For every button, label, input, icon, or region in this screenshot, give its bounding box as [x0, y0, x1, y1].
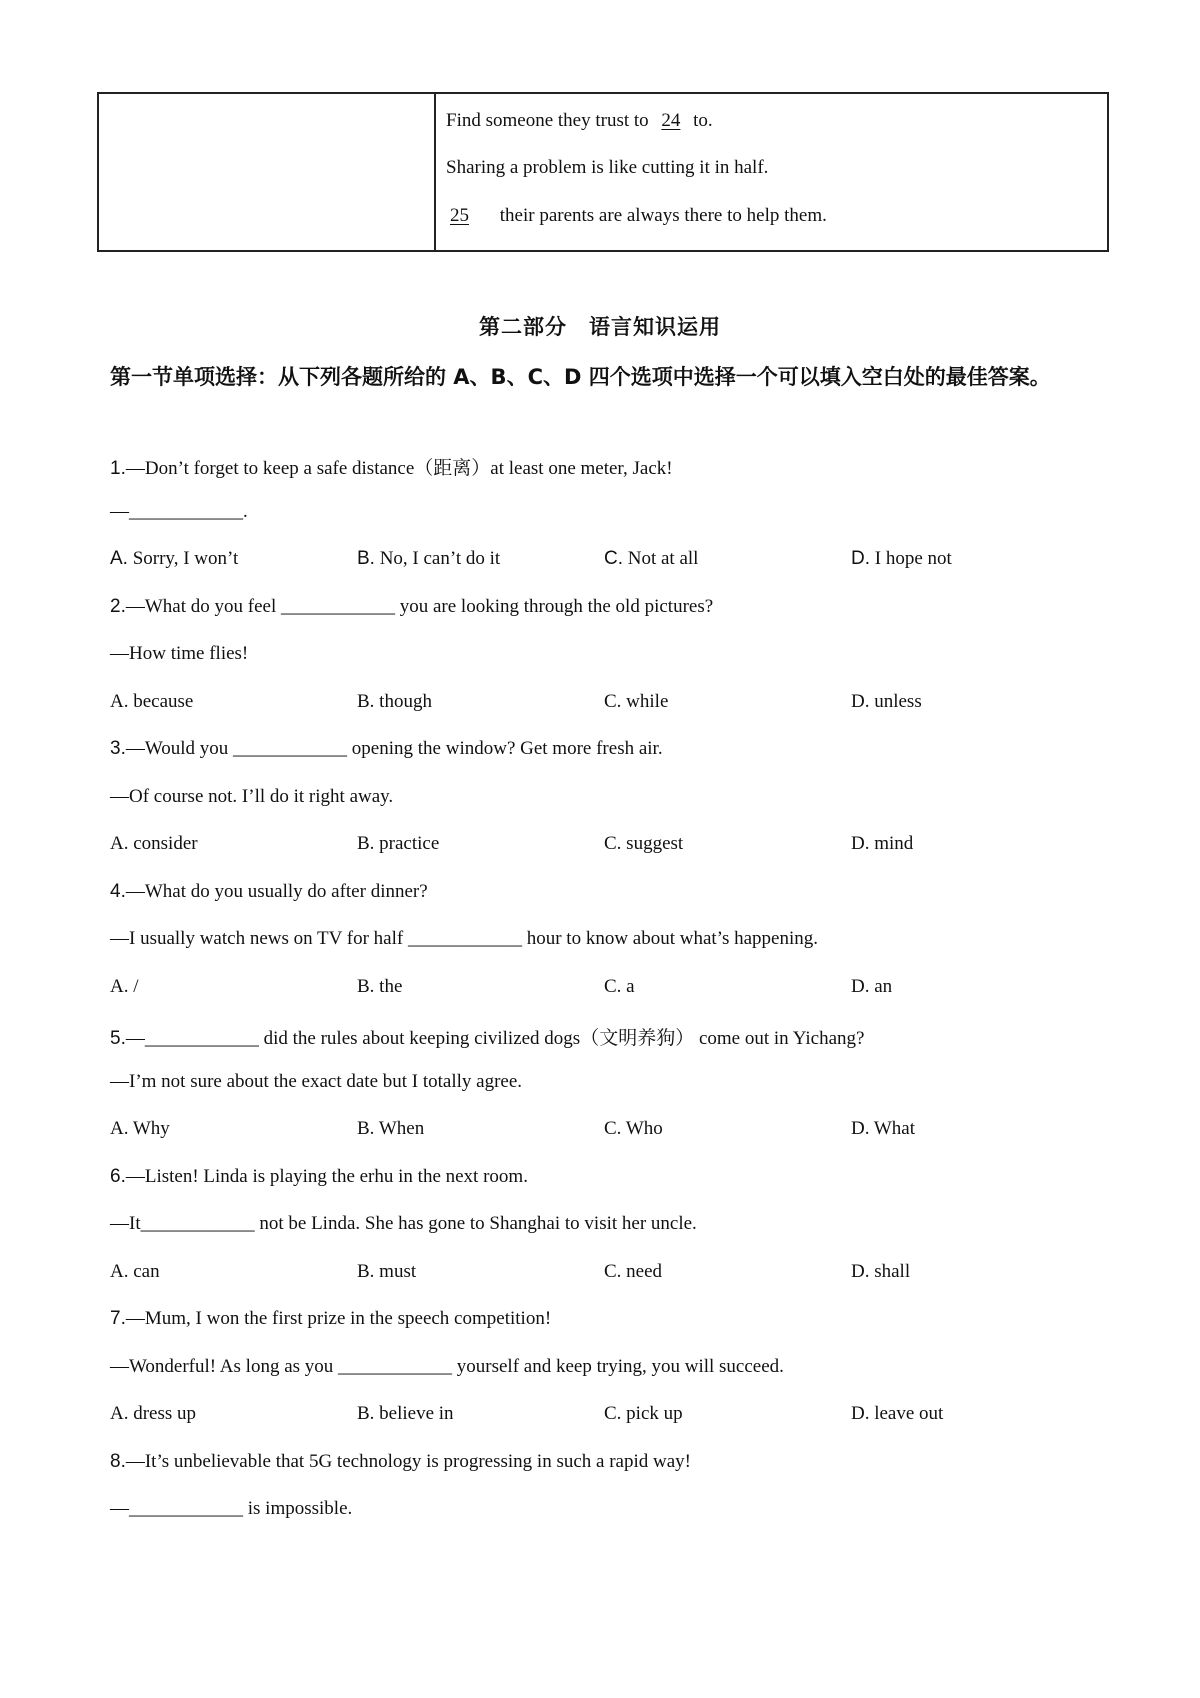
question-response: —____________ is impossible. — [110, 1498, 353, 1519]
option-text: Not at all — [623, 548, 699, 569]
question-line-1: —____________ did the rules about keeping civilized dogs（文明养狗） come out in Yichang? — [125, 1028, 865, 1049]
option-c — [604, 548, 698, 570]
option-letter: A. — [110, 548, 128, 569]
option-b: B. though — [357, 690, 432, 712]
table-line-1-end: to. — [693, 110, 713, 131]
question-stem — [110, 1451, 691, 1473]
option-b: B. practice — [357, 833, 440, 854]
option-b: B. believe in — [357, 1403, 454, 1424]
question-response: —Wonderful! As long as you ____________ yourself and keep trying, you will succeed. — [110, 1355, 784, 1377]
option-text: I hope not — [870, 548, 952, 569]
table-line-3 — [446, 205, 827, 227]
question-stem — [110, 881, 428, 903]
option-c: C. pick up — [604, 1403, 683, 1424]
question-number: 8. — [110, 1450, 126, 1472]
table-left-cell — [99, 94, 436, 250]
question-response: —I’m not sure about the exact date but I totally agree. — [110, 1070, 523, 1092]
option-a: A. can — [110, 1260, 160, 1282]
question-response: —It____________ not be Linda. She has gone to Shanghai to visit her uncle. — [110, 1213, 697, 1234]
question-stem — [110, 1023, 864, 1050]
question-line-1: —Mum, I won the first prize in the speech competition! — [125, 1308, 552, 1329]
table-line-1-text: Find someone they trust to — [446, 110, 649, 131]
question-number: 3. — [110, 738, 126, 759]
option-d: D. mind — [851, 833, 914, 854]
option-letter: D. — [851, 548, 870, 569]
question-response: —____________. — [110, 500, 248, 522]
option-d: D. leave out — [851, 1403, 944, 1424]
question-line-1: —Would you ____________ opening the window? Get more fresh air. — [125, 738, 663, 759]
option-d: D. an — [851, 975, 893, 997]
question-stem — [110, 596, 713, 618]
question-line-1: —What do you feel ____________ you are looking through the old pictures? — [125, 595, 714, 617]
question-stem — [110, 453, 673, 480]
option-c: C. suggest — [604, 833, 684, 854]
option-c: C. a — [604, 975, 635, 997]
option-d: D. shall — [851, 1260, 911, 1282]
option-d — [851, 548, 952, 570]
question-line-1: —It’s unbelievable that 5G technology is progressing in such a rapid way! — [125, 1450, 691, 1472]
option-b: B. the — [357, 975, 403, 997]
section-instructions: 第一节单项选择：从下列各题所给的 A、B、C、D 四个选项中选择一个可以填入空白处的最佳答案。 — [110, 365, 1051, 389]
option-text: Sorry, I won’t — [127, 548, 239, 569]
question-number: 1. — [110, 458, 126, 479]
option-a: A. consider — [110, 833, 198, 854]
question-line-1: —Listen! Linda is playing the erhu in the next room. — [125, 1165, 528, 1187]
question-stem — [110, 1166, 528, 1188]
question-number: 6. — [110, 1165, 126, 1187]
option-letter: B. — [357, 548, 375, 569]
question-response: —Of course not. I’ll do it right away. — [110, 785, 394, 807]
part-title: 第二部分 语言知识运用 — [479, 315, 721, 339]
option-a — [110, 548, 238, 570]
question-number: 2. — [110, 595, 126, 617]
option-letter: C. — [604, 548, 623, 569]
option-d: D. What — [851, 1118, 916, 1139]
question-number: 7. — [110, 1308, 126, 1329]
question-line-1: —Don’t forget to keep a safe distance（距离）at least one meter, Jack! — [125, 458, 673, 479]
question-stem — [110, 738, 663, 760]
option-c: C. while — [604, 690, 669, 712]
option-a: A. / — [110, 975, 139, 997]
option-d: D. unless — [851, 690, 922, 712]
blank-25: 25 — [450, 205, 469, 226]
blank-24: 24 — [661, 110, 681, 131]
question-stem — [110, 1308, 551, 1330]
option-c: C. Who — [604, 1118, 663, 1139]
option-a: A. because — [110, 690, 194, 712]
option-b — [357, 548, 500, 570]
question-response: —I usually watch news on TV for half ____________ hour to know about what’s happening. — [110, 928, 819, 949]
question-number: 4. — [110, 880, 126, 902]
option-b: B. must — [357, 1260, 417, 1282]
question-line-1: —What do you usually do after dinner? — [125, 880, 428, 902]
option-a: A. dress up — [110, 1403, 197, 1424]
table-right-cell — [436, 94, 1107, 250]
question-number: 5. — [110, 1028, 126, 1049]
option-a: A. Why — [110, 1118, 170, 1139]
table-line-2: Sharing a problem is like cutting it in half. — [446, 157, 769, 178]
question-response: —How time flies! — [110, 643, 249, 664]
option-c: C. need — [604, 1260, 663, 1282]
summary-table — [97, 92, 1109, 252]
option-b: B. When — [357, 1118, 425, 1139]
option-text: No, I can’t do it — [374, 548, 501, 569]
table-line-3-text: their parents are always there to help them. — [499, 205, 827, 226]
table-line-1 — [446, 110, 713, 132]
